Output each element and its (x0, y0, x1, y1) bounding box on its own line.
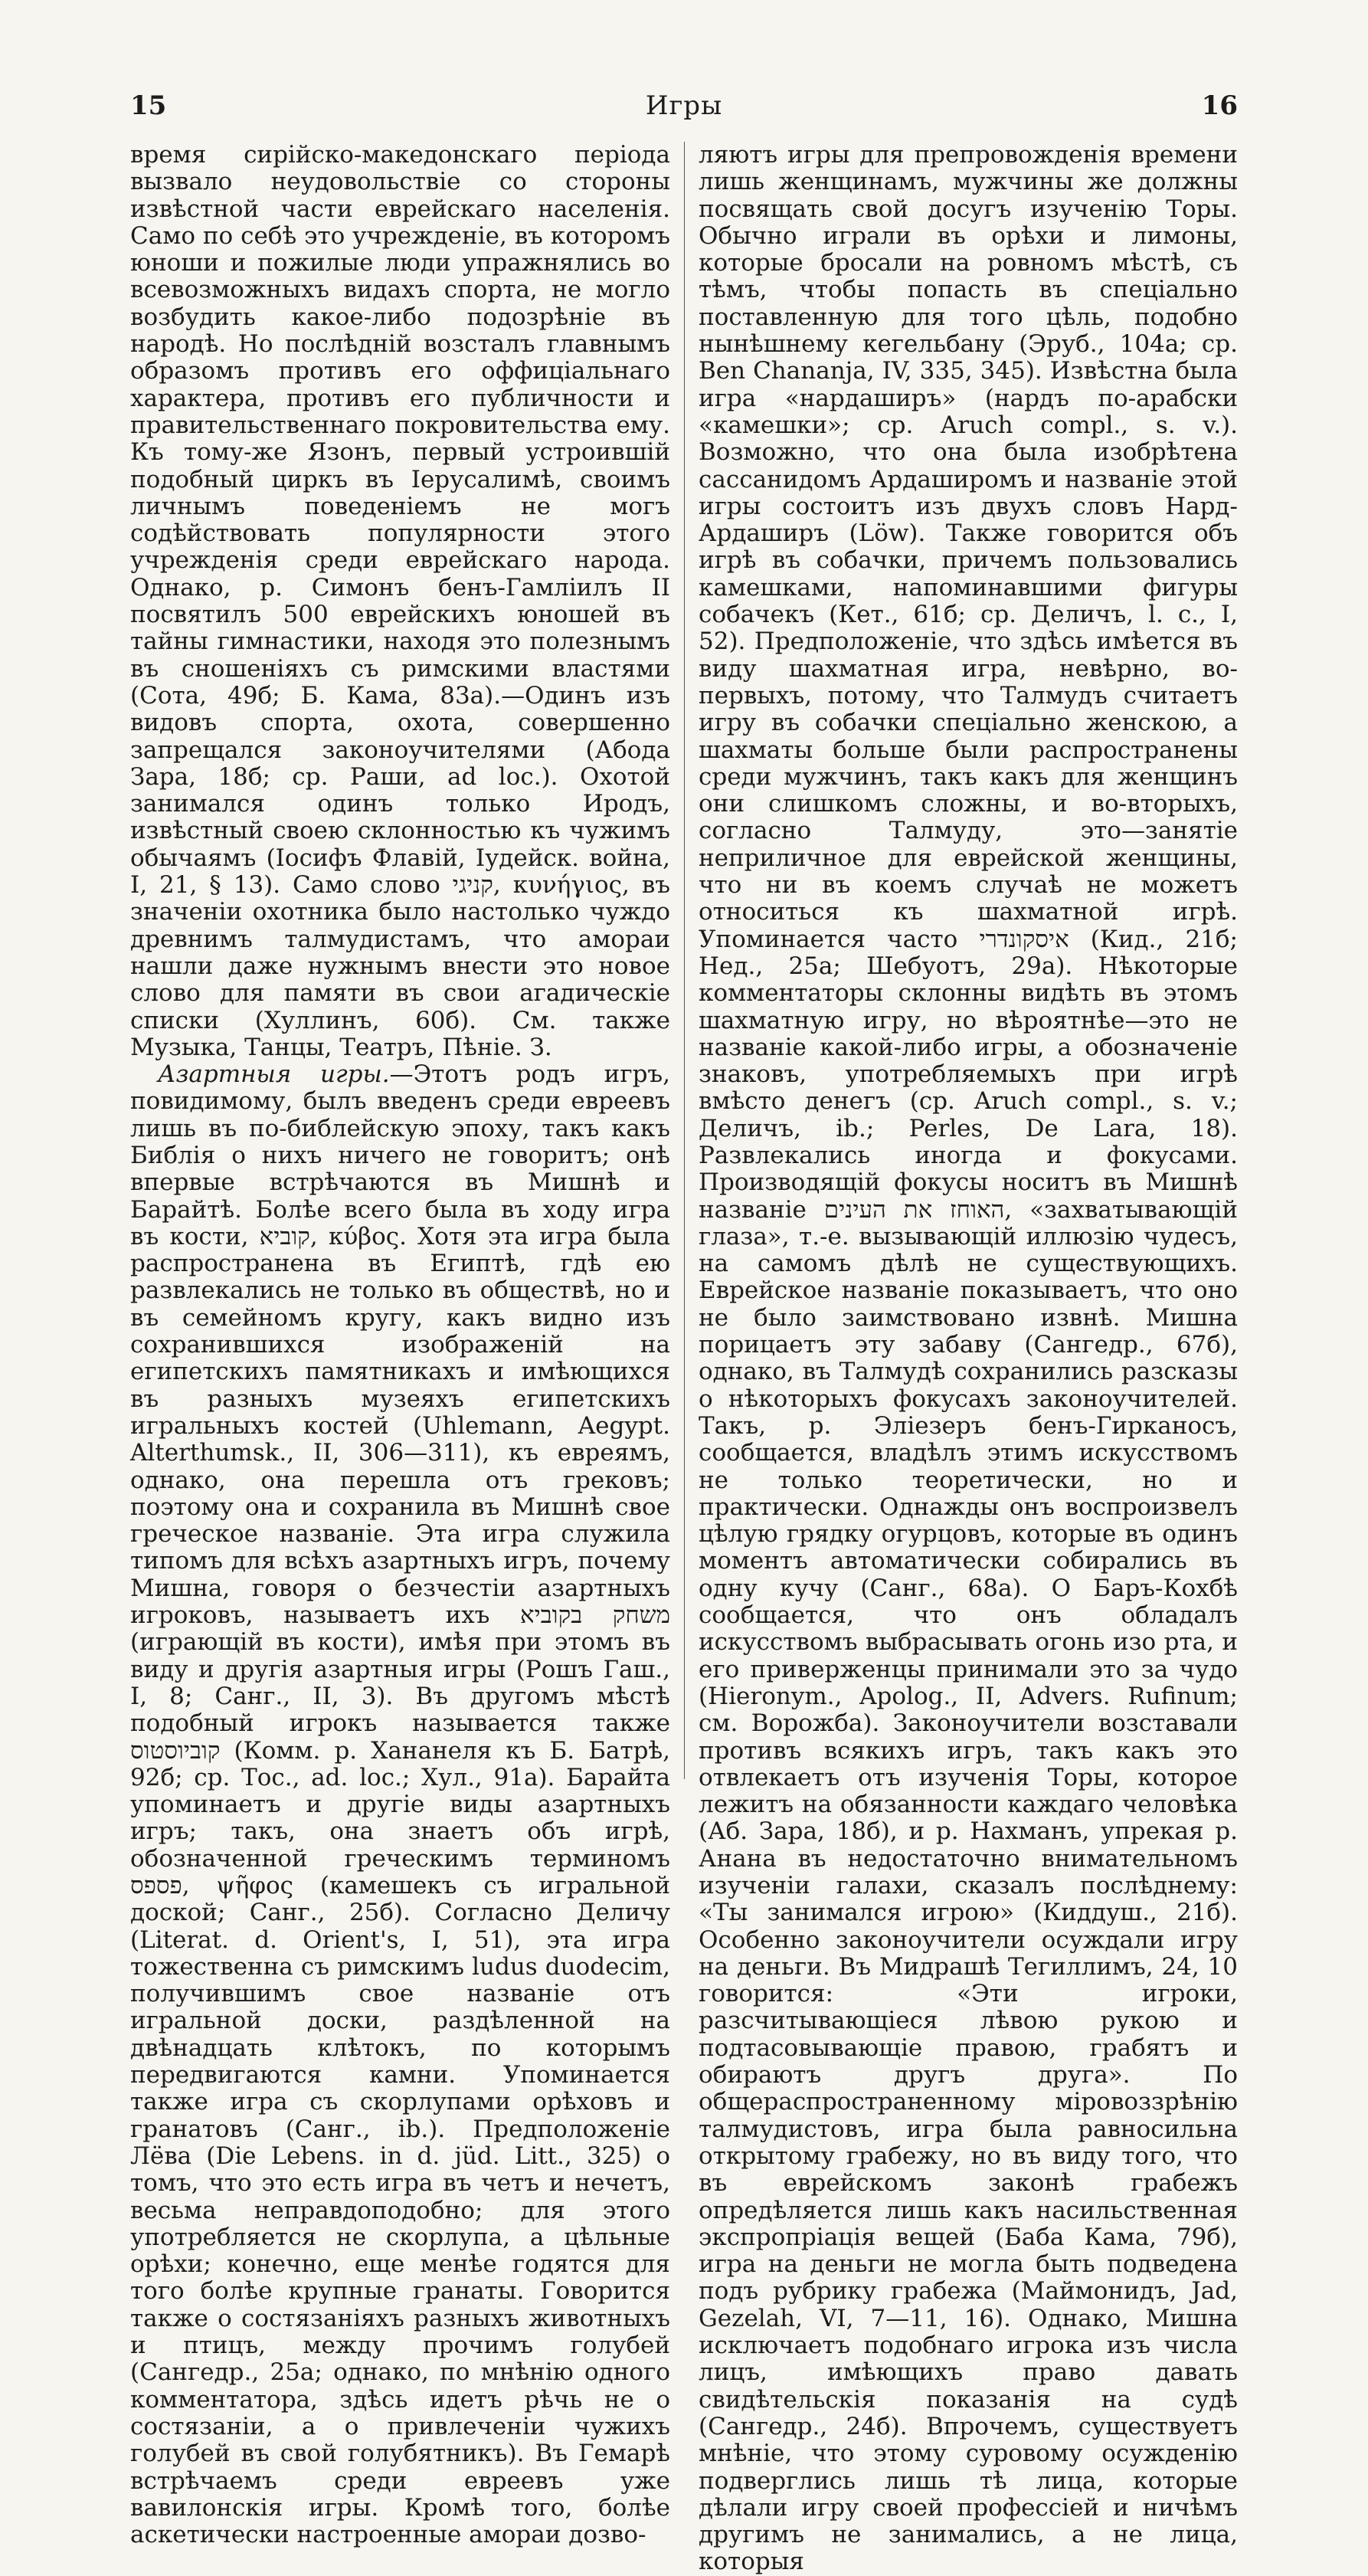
paragraph: ляютъ игры для препровожденія времени лишь женщинамъ, мужчины же должны посвящать свой досугъ изученію Торы. Обычно играли въ орѣхи и лимоны, которые бросали на ровномъ мѣстѣ, съ тѣмъ, чтобы попасть въ спеціально поставленную для того цѣль, подобно нынѣшнему кегельбану (Эруб., 104а; ср. Ben Chananja, IV, 335, 345). Извѣстна была игра «нардаширъ» (нардъ по-арабски «камешки»; ср. Aruch compl., s. v.). Возможно, что она была изобрѣтена сассанидомъ Ардаширомъ и названіе этой игры состоитъ изъ двухъ словъ Нард-Ардаширъ (Löw). Также говорится объ игрѣ въ собачки, причемъ пользовались камешками, напоминавшими фигуры собачекъ (Кет., 61б; ср. Деличъ, l. c., I, 52). Предположеніе, что здѣсь имѣется въ виду шахматная игра, невѣрно, во-первыхъ, потому, что Талмудъ считаетъ игру въ собачки спеціально женскою, а шахматы больше были распространены среди мужчинъ, такъ какъ для женщинъ они слишкомъ сложны, и во-вторыхъ, согласно Талмуду, это—занятіе неприличное для еврейской женщины, что ни въ коемъ случаѣ не можетъ относиться къ шахматной игрѣ. Упоминается часто איסקונדרי (Кид., 21б; Нед., 25а; Шебуотъ, 29а). Нѣкоторые комментаторы склонны видѣть въ этомъ шахматную игру, но вѣроятнѣе—это не названіе какой-либо игры, а обозначеніе знаковъ, употребляемыхъ при игрѣ вмѣсто денегъ (ср. Aruch compl., s. v.; Деличъ, ib.; Perles, De Lara, 18). Развлекались иногда и фокусами. Производящій фокусы носитъ въ Мишнѣ названіе האוחז את העינים, «захватывающій глаза», т.-е. вызывающій иллюзію чудесъ, на самомъ дѣлѣ не существующихъ. Еврейское названіе показываетъ, что оно не было заимствовано извнѣ. Мишна порицаетъ эту забаву (Сангедр., 67б), однако, въ Талмудѣ сохранились разсказы о нѣкоторыхъ фокусахъ законоучителей. Такъ, р. Эліезеръ бенъ-Гирканосъ, сообщается, владѣлъ этимъ искусствомъ не только теоретически, но и практически. Однажды онъ воспроизвелъ цѣлую грядку огурцовъ, которые въ одинъ моментъ автоматически собирались въ одну кучу (Санг., 68а). О Баръ-Кохбѣ сообщается, что онъ обладалъ искусствомъ выбрасывать огонь изо рта, и его приверженцы принимали это за чудо (Hieronym., Apolog., II, Advers. Rufinum; см. Ворожба). Законоучители возставали противъ всякихъ игръ, такъ какъ это отвлекаетъ отъ изученія Торы, которое лежитъ на обязанности каждаго человѣка (Аб. Зара, 18б), и р. Нахманъ, упрекая р. Анана въ недостаточно внимательномъ изученіи галахи, сказалъ послѣднему: «Ты занимался игрою» (Киддуш., 21б). Особенно законоучители осуждали игру на деньги. Въ Мидрашѣ Тегиллимъ, 24, 10 говорится: «Эти игроки, разсчитывающіеся лѣвою рукою и подтасовывающіе правою, грабятъ и обираютъ другъ друга». По общераспространенному міровоззрѣнію талмудистовъ, игра была равносильна открытому грабежу, но въ виду того, что въ еврейскомъ законѣ грабежъ опредѣляется лишь какъ насильственная экспропріація вещей (Баба Кама, 79б), игра на деньги не могла быть подведена подъ рубрику грабежа (Маймонидъ, Jad, Gezelah, VI, 7—11, 16). Однако, Мишна исключаетъ подобнаго игрока изъ числа лицъ, имѣющихъ право давать свидѣтельскія показанія на судѣ (Сангедр., 24б). Впрочемъ, существуетъ мнѣніе, что этому суровому осужденію подверглись лишь тѣ лица, которые дѣлали игру своей профессіей и ничѣмъ другимъ не занимались, а не лица, которыя (699, 141, 1239, 2576)
page-number-left: 15 (130, 90, 167, 121)
paragraph-gambling (130, 1061, 670, 2548)
running-title: Игры (645, 90, 723, 121)
left-column (130, 141, 684, 2549)
page-number-right: 16 (1201, 90, 1238, 121)
right-column (684, 141, 1239, 2576)
section-heading: Азартныя игры. (158, 1060, 390, 1089)
text-columns (130, 141, 1239, 2576)
paragraph-text: —Этотъ родъ игръ, повидимому, былъ введенъ среди евреевъ лишь въ по-библейскую эпоху, такъ какъ Библія о нихъ ничего не говоритъ; онѣ впервые встрѣчаются въ Мишнѣ и Барайтѣ. Болѣе всего была въ ходу игра въ кости, קוביא, κύβος. Хотя эта игра была распространена въ Египтѣ, гдѣ ею развлекались не только въ обществѣ, но и въ семейномъ кругу, какъ видно изъ сохранившихся изображеній на египетскихъ памятникахъ и имѣющихся въ разныхъ музеяхъ египетскихъ игральныхъ костей (Uhlemann, Aegypt. Alterthumsk., II, 306—311), къ евреямъ, однако, она перешла отъ грековъ; поэтому она и сохранила въ Мишнѣ свое греческое названіе. Эта игра служила типомъ для всѣхъ азартныхъ игръ, почему Мишна, говоря о безчестіи азартныхъ игроковъ, называетъ ихъ משחק בקוביא (играющій въ кости), имѣя при этомъ въ виду и другія азартныя игры (Рошъ Гаш., I, 8; Санг., II, 3). Въ другомъ мѣстѣ подобный игрокъ называется также קוביוסטוס (Комм. р. Хананеля къ Б. Батрѣ, 92б; ср. Тос., ad. loc.; Хул., 91а). Барайта упоминаетъ и другіе виды азартныхъ игръ; такъ, она знаетъ объ игрѣ, обозначенной греческимъ терминомъ פספס, ψῆφος (камешекъ съ игральной доской; Санг., 25б). Согласно Деличу (Literat. d. Orient's, I, 51), эта игра тожественна съ римскимъ ludus duodecim, получившимъ свое названіе отъ игральной доски, раздѣленной на двѣнадцать клѣтокъ, по которымъ передвигаются камни. Упоминается также игра съ скорлупами орѣховъ и гранатовъ (Санг., ib.). Предположеніе Лёва (Die Lebens. in d. jüd. Litt., 325) о томъ, что это есть игра въ четъ и нечетъ, весьма неправдоподобно; для этого употребляется не скорлупа, а цѣльные орѣхи; конечно, еще менѣе годятся для того болѣе крупные гранаты. Говорится также о состязаніяхъ разныхъ животныхъ и птицъ, между прочимъ голубей (Сангедр., 25а; однако, по мнѣнію одного комментатора, здѣсь идетъ рѣчь не о состязаніи, а о привлеченіи чужихъ голубей въ свой голубятникъ). Въ Гемарѣ встрѣчаемъ среди евреевъ уже вавилонскія игры. Кромѣ того, болѣе аскетически настроенные амораи дозво- (130, 1060, 671, 2549)
page-header (130, 83, 1238, 129)
paragraph: время сирійско-македонскаго періода вызвало неудовольствіе со стороны извѣстной части еврейскаго населенія. Само по себѣ это учрежденіе, въ которомъ юноши и пожилые люди упражнялись во всевозможныхъ видахъ спорта, не могло возбудить какое-либо подозрѣніе въ народѣ. Но послѣдній возсталъ главнымъ образомъ противъ его оффиціальнаго характера, противъ его публичности и правительственнаго покровительства ему. Къ тому-же Язонъ, первый устроившій подобный циркъ въ Іерусалимѣ, своимъ личнымъ поведеніемъ не могъ содѣйствовать популярности этого учрежденія среди еврейскаго народа. Однако, р. Симонъ бенъ-Гамліилъ II посвятилъ 500 еврейскихъ юношей въ тайны гимнастики, находя это полезнымъ въ сношеніяхъ съ римскими властями (Сота, 49б; Б. Кама, 83а).—Одинъ изъ видовъ спорта, охота, совершенно запрещался законоучителями (Абода Зара, 18б; ср. Раши, ad loc.). Охотой занимался одинъ только Иродъ, извѣстный своею склонностью къ чужимъ обычаямъ (Іосифъ Флавій, Іудейск. война, I, 21, § 13). Само слово קניגי, κυνήγιος, въ значеніи охотника было настолько чуждо древнимъ талмудистамъ, что амораи нашли даже нужнымъ внести это новое слово для памяти въ свои агадическіе списки (Хуллинъ, 60б). См. также Музыка, Танцы, Театръ, Пѣніе. З. (130, 141, 671, 1061)
